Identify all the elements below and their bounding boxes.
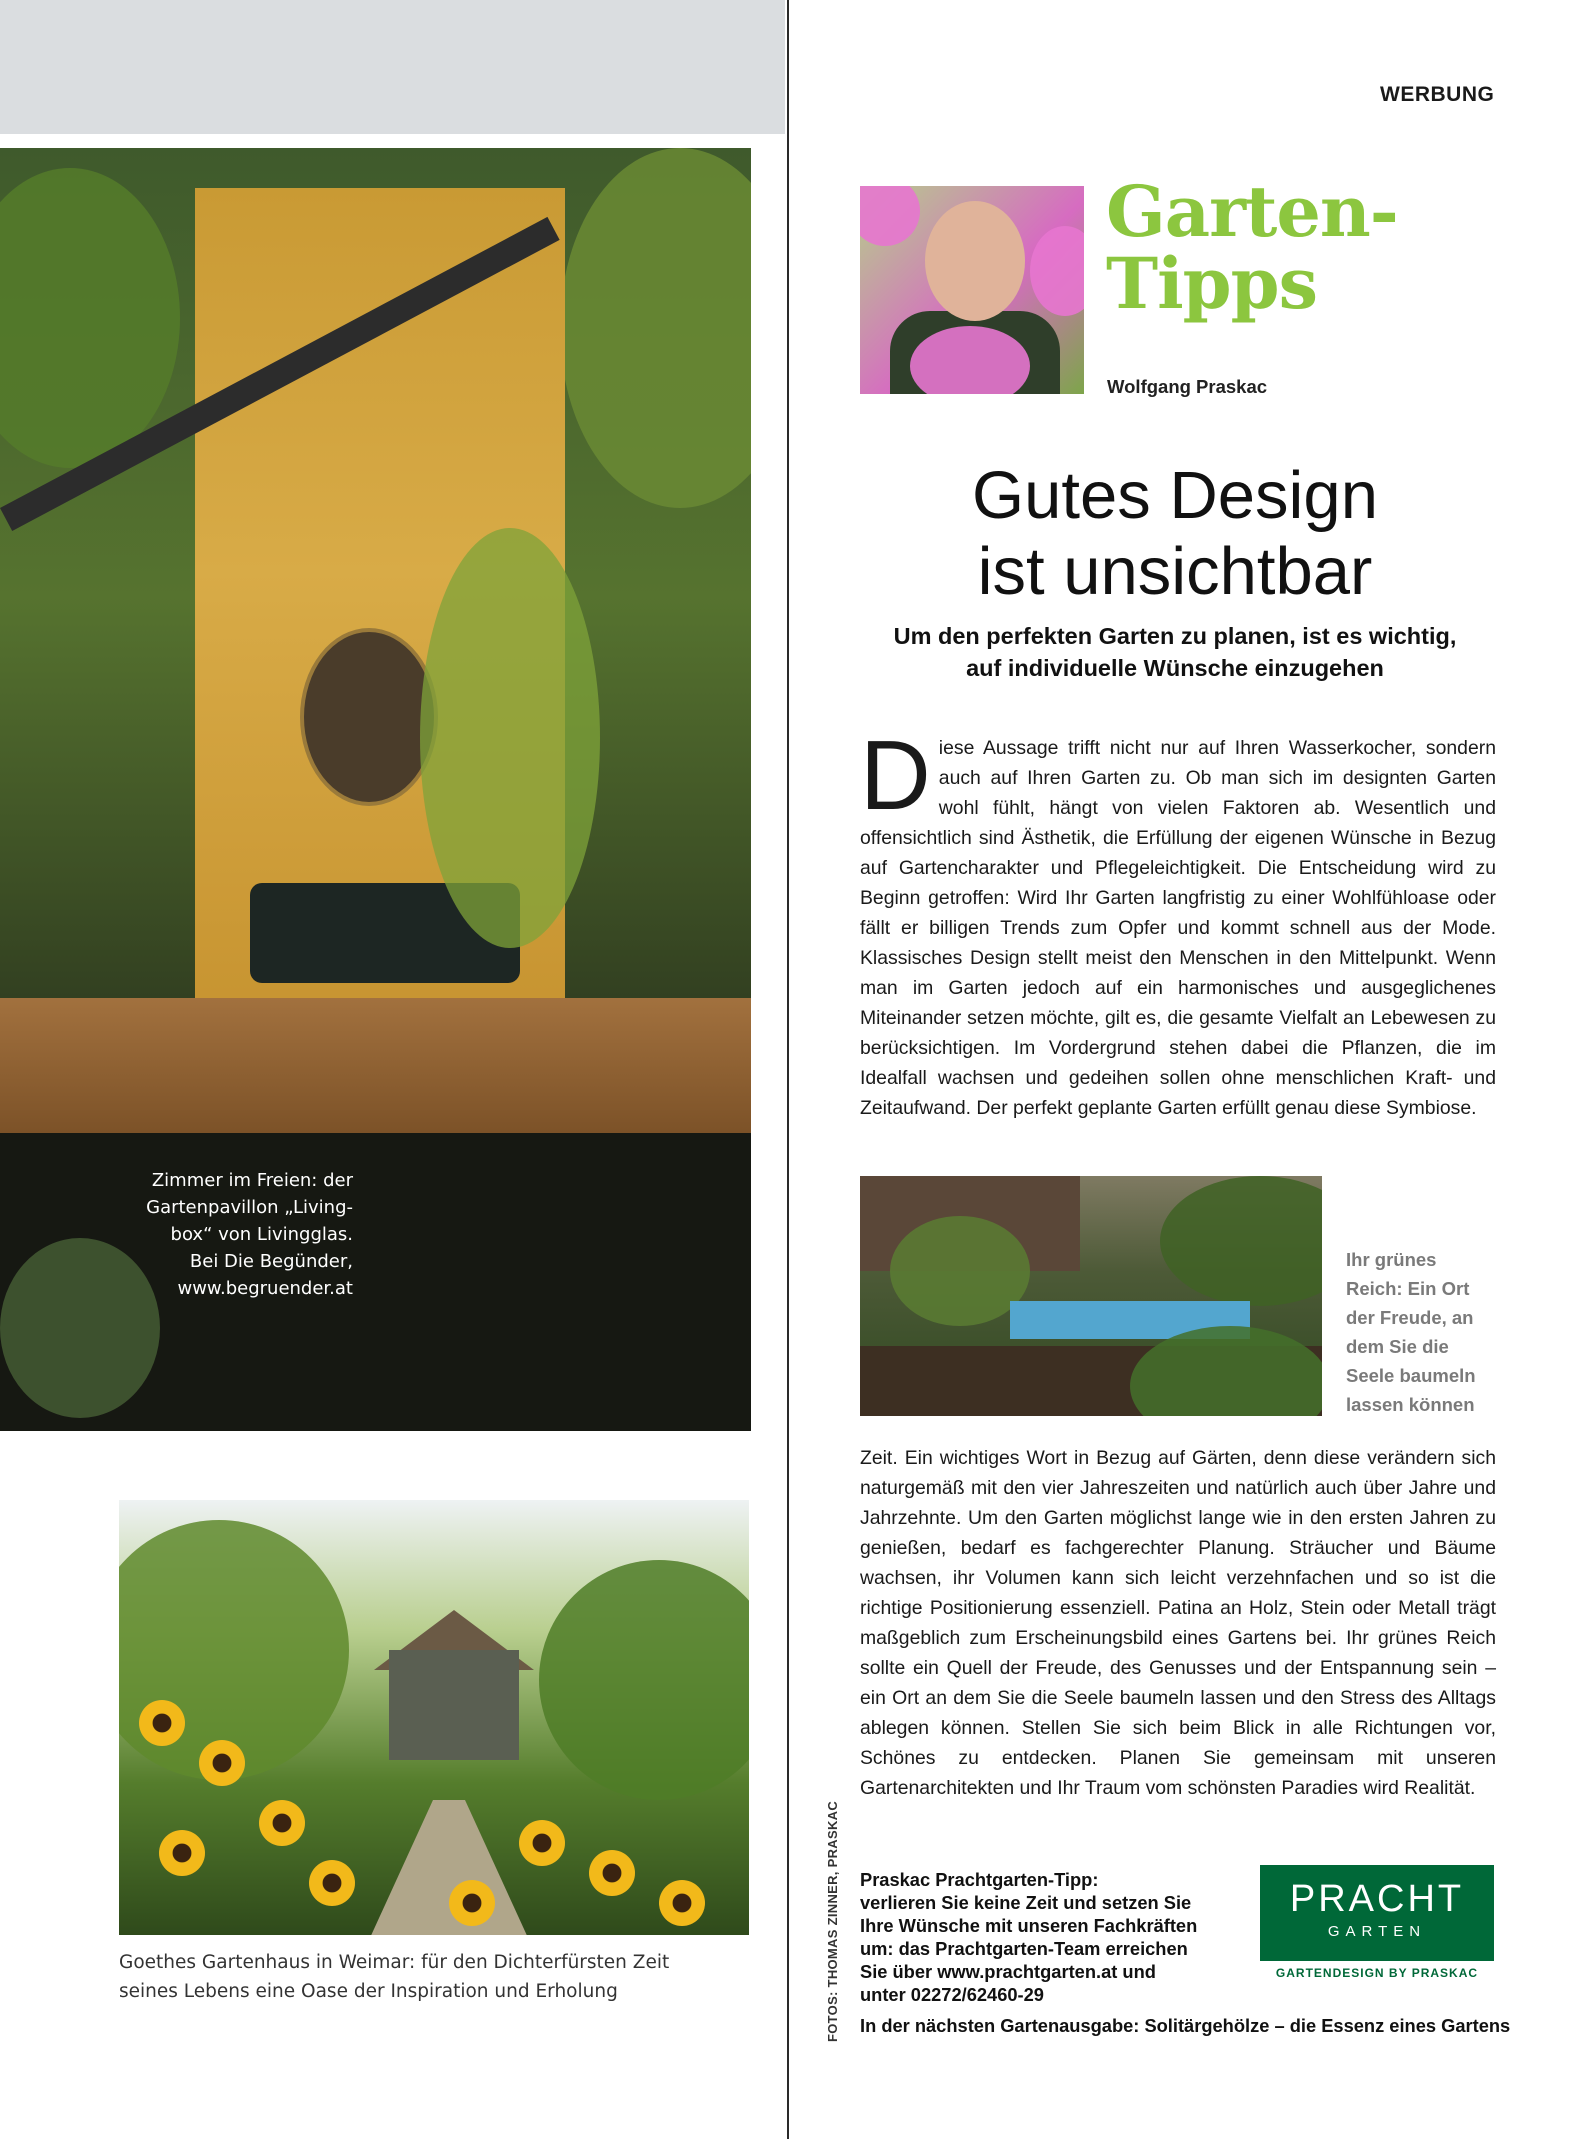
column-title: Garten- Tipps [1106, 170, 1398, 325]
photo1-caption: Zimmer im Freien: der Gartenpavillon „Living- box“ von Livingglas. Bei Die Begünder, www.begruender.at [146, 1170, 353, 1299]
gray-header-block [0, 0, 785, 134]
photo-credit: FOTOS: THOMAS ZINNER, PRASKAC [825, 1800, 840, 2042]
logo-tagline: GARTENDESIGN BY PRASKAC [1275, 1966, 1479, 1980]
article-subheadline: Um den perfekten Garten zu planen, ist es wichtig, auf individuelle Wünsche einzugehen [893, 623, 1457, 681]
article-body-part1: Diese Aussage trifft nicht nur auf Ihren Wasserkocher, sondern auch auf Ihren Garten zu. Ob man sich im designten Garten wohl fühlt, hängt von vielen Faktoren ab. Wesentlich und offensichtlich sind Ästhetik, die Erfüllung der eigenen Wünsche in Bezug auf Gartencharakter und Pflegeleichtigkeit. Die Entscheidung wird zu Beginn getroffen: Wird Ihr Garten langfristig zu einer Wohlfühloase oder fällt er billigen Trends zum Opfer und kommt schnell aus der Mode. Klassisches Design stellt meist den Menschen in den Mittelpunkt. Wenn man im Garten jedoch auf ein harmonisches und ausgeglichenes Miteinander setzen möchte, gilt es, die gesamte Vielfalt an Lebewesen zu berücksichtigen. Im Vordergrund stehen dabei die Pflanzen, die im Idealfall wachsen und gedeihen sollen ohne menschlichen Kraft- und Zeitaufwand. Der perfekt geplante Garten erfüllt genau diese Symbiose. [860, 720, 1496, 1119]
prachtgarten-logo: PRACHT GARTEN [1260, 1865, 1494, 1961]
page-divider [787, 0, 789, 2139]
article-headline: Gutes Design ist unsichtbar [972, 458, 1378, 609]
photo-goethe-gartenhaus [119, 1500, 749, 1935]
author-portrait [860, 186, 1084, 394]
prachtgarten-tip: Praskac Prachtgarten-Tipp: verlieren Sie keine Zeit und setzen Sie Ihre Wünsche mit unseren Fachkräften um: das Prachtgarten-Team erreichen Sie über www.prachtgarten.at und unter 02272/62460-29 [860, 1868, 1260, 2006]
advertisement-label: WERBUNG [1380, 83, 1495, 106]
drop-cap: D [860, 720, 931, 830]
tip-title: Praskac Prachtgarten-Tipp: [860, 1869, 1099, 1890]
photo3-caption: Ihr grünes Reich: Ein Ort der Freude, an dem Sie die Seele baumeln lassen können [1346, 1249, 1476, 1415]
next-issue-note: In der nächsten Gartenausgabe: Solitärgehölze – die Essenz eines Gartens [860, 2015, 1511, 2036]
article-body-part2: Zeit. Ein wichtiges Wort in Bezug auf Gärten, denn diese verändern sich naturgemäß mit den vier Jahreszeiten und natürlich auch über Jahre und Jahrzehnte. Um den Garten möglichst lange wie in den ersten Jahren zu genießen, bedarf es fachgerechter Planung. Sträucher und Bäume wachsen, ihr Volumen kann sich leicht verzehnfachen und so ist die richtige Positionierung essenziell. Patina an Holz, Stein oder Metall trägt maßgeblich zum Erscheinungsbild eines Gartens bei. Ihr grünes Reich sollte ein Quell der Freude, des Genusses und der Entspannung sein – ein Ort an dem Sie die Seele baumeln lassen und den Stress des Alltags ablegen können. Stellen Sie sich beim Blick in alle Richtungen vor, Schönes zu entdecken. Planen Sie gemeinsam mit unseren Gartenarchitekten und Ihr Traum vom schönsten Paradies wird Realität. [860, 1447, 1496, 1799]
photo2-caption: Goethes Gartenhaus in Weimar: für den Dichterfürsten Zeit seines Lebens eine Oase der Inspiration und Erholung [119, 1952, 670, 2002]
author-name: Wolfgang Praskac [1107, 376, 1268, 397]
photo-garden-pool [860, 1176, 1322, 1416]
